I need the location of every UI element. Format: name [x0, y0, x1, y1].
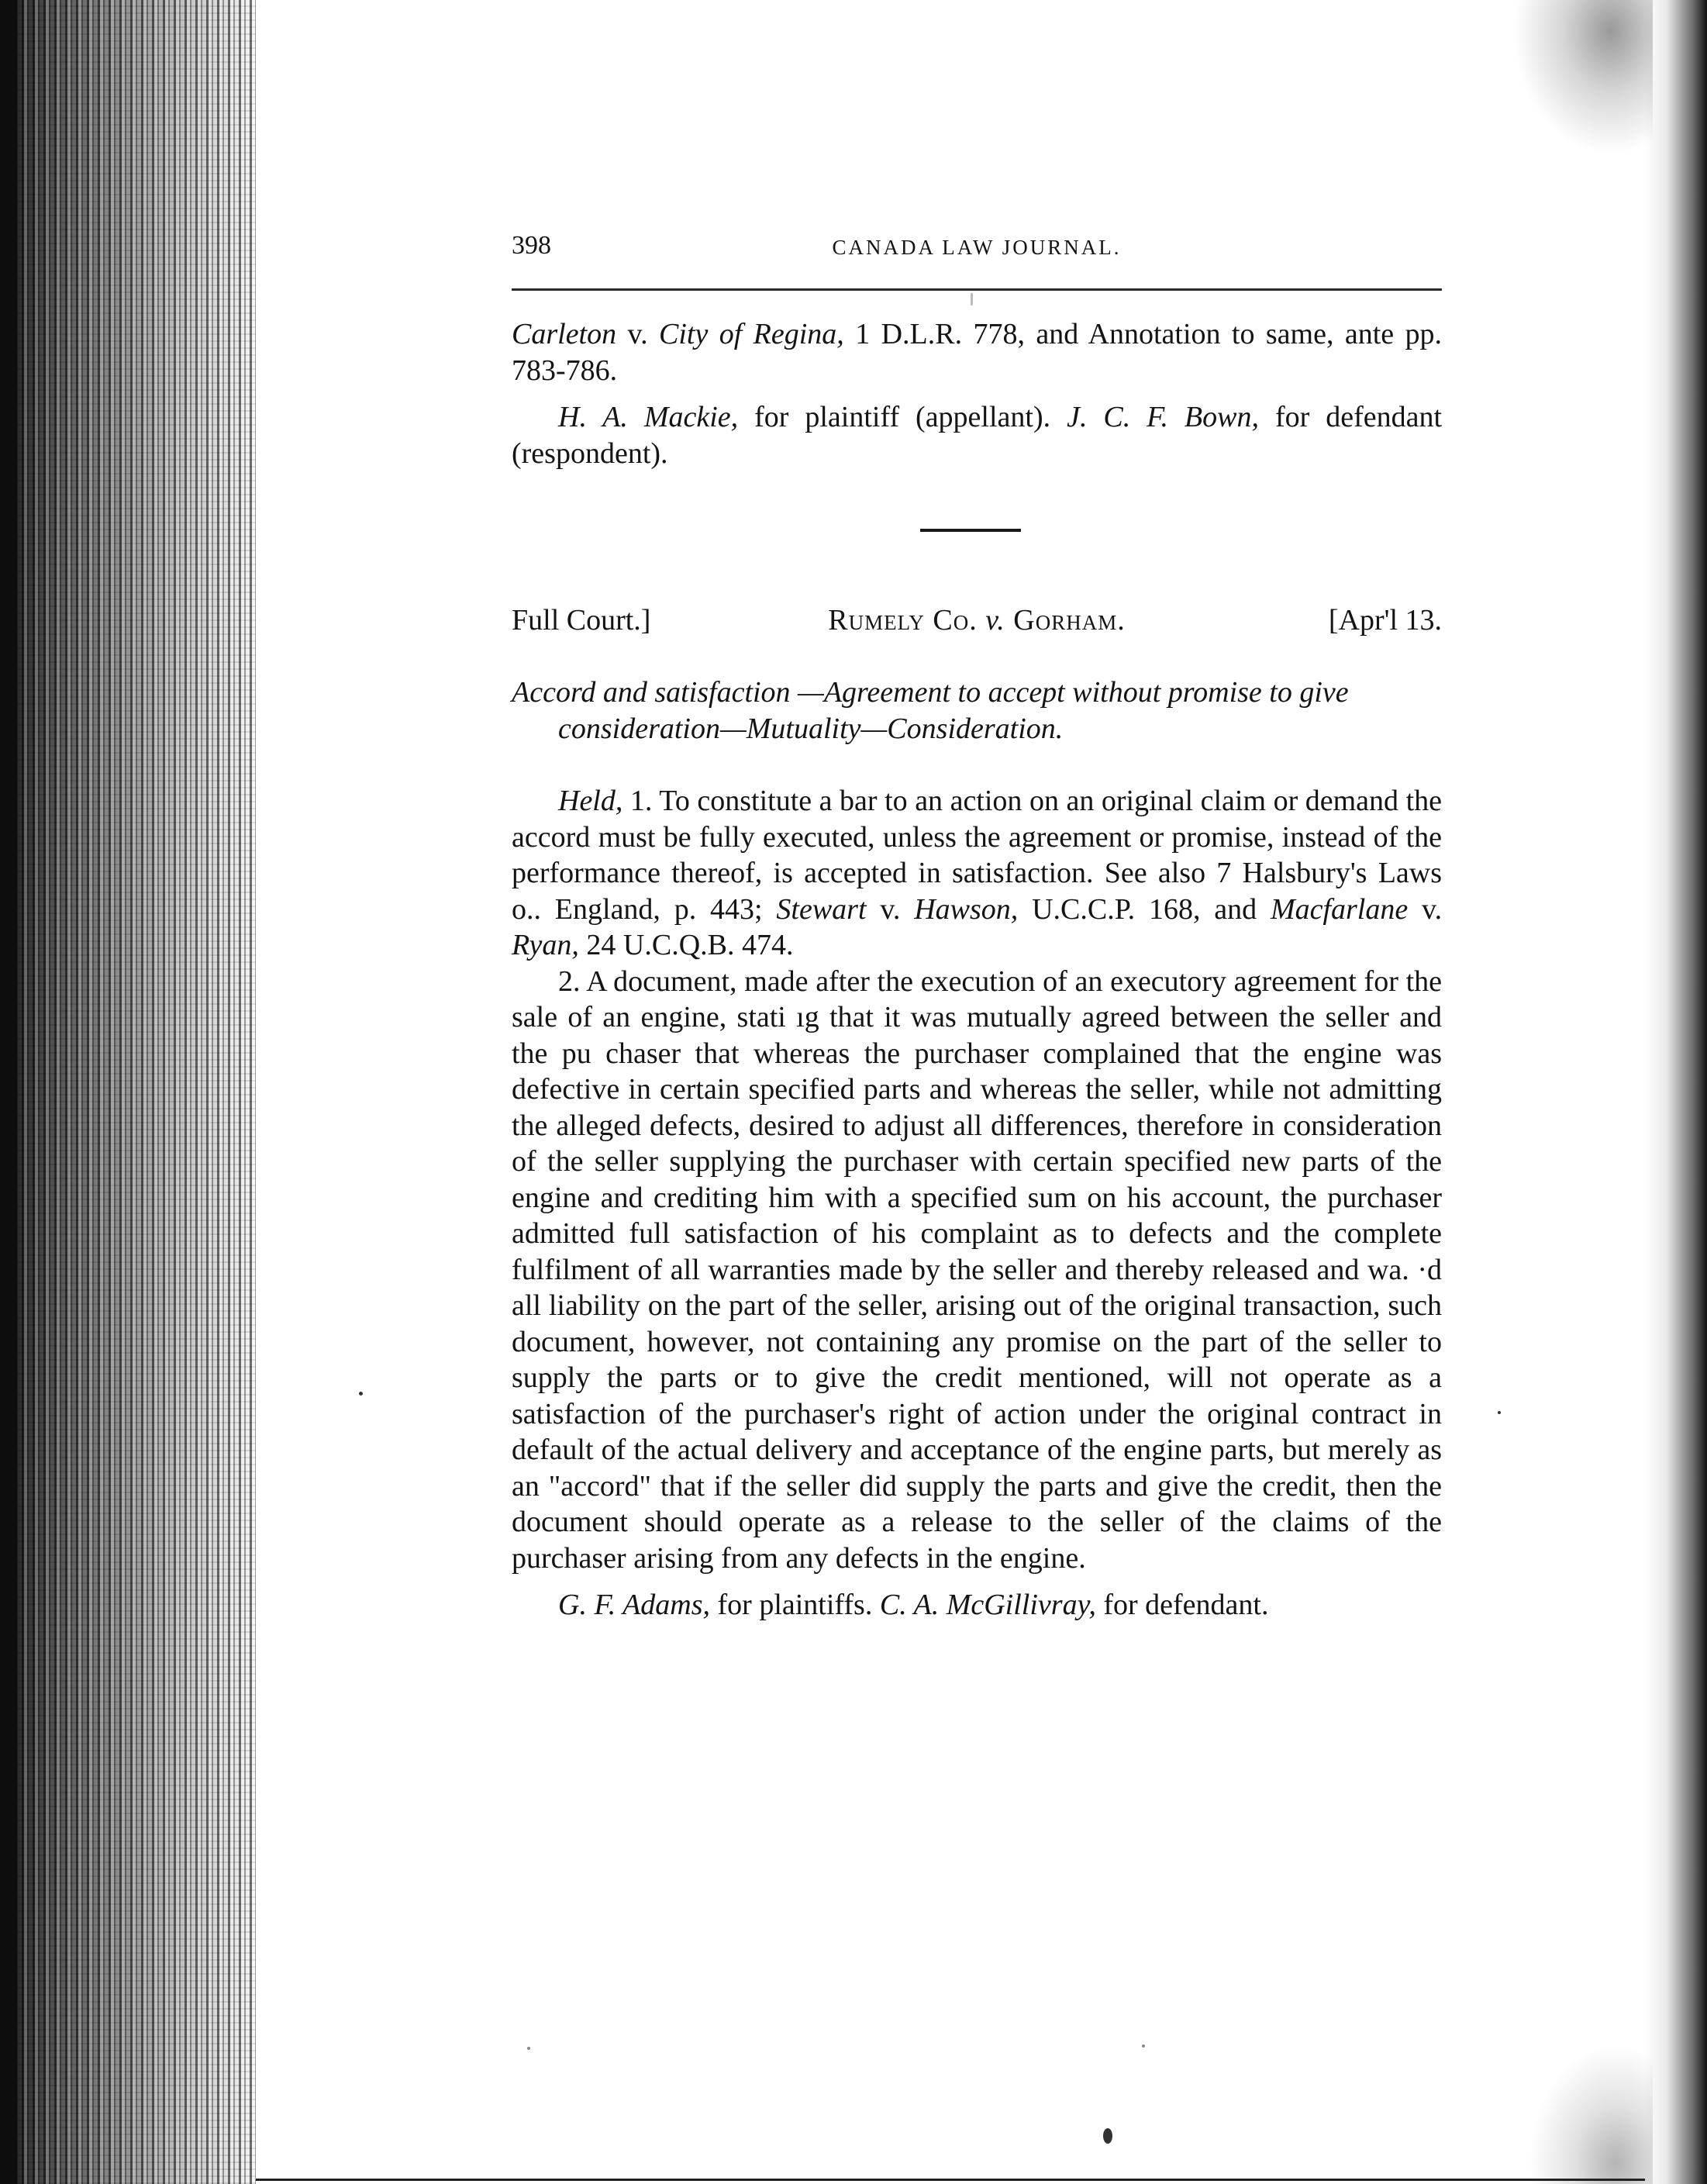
scan-smudge-bottom-right	[1529, 2044, 1653, 2184]
header-rule	[512, 288, 1442, 291]
page-right-edge-shadow	[1645, 0, 1707, 2184]
binding-left-edge	[0, 0, 17, 2184]
held-label: Held,	[558, 785, 623, 817]
previous-case-counsel: H. A. Mackie, for plaintiff (appellant). J. C. F. Bown, for defendant (respondent).	[512, 401, 1443, 470]
ink-speck	[359, 1392, 363, 1396]
case-ref: Stewart	[776, 892, 867, 926]
case-name: Rumely Co. v. Gorham.	[828, 604, 1126, 637]
counsel-name: H. A. Mackie,	[558, 401, 739, 433]
counsel-name: J. C. F. Bown,	[1067, 401, 1259, 433]
case-court: Full Court.]	[512, 604, 651, 637]
counsel-name: G. F. Adams,	[558, 1589, 711, 1621]
counsel-line: G. F. Adams, for plaintiffs. C. A. McGillivray, for defendant.	[558, 1589, 1269, 1621]
ink-speck	[1103, 2128, 1112, 2144]
held-paragraph-2: 2. A document, made after the execution of an executory agreement for the sale of an engine, stati ıg that it was mutually agreed between the seller and the pu chaser that whereas the purchaser complained that the engine was defective in certain specified parts and whereas the seller, while not admitting the alleged defects, desired to adjust all differences, therefore in consideration of the seller supplying the purchaser with certain specified new parts of the engine and crediting him with a specified sum on his account, the purchaser admitted full satisfaction of his complaint as to defects and the complete fulfilment of all warranties made by the seller and thereby released and wa. ·d all liability on the part of the seller, arising out of the original transaction, such document, however, not containing any promise on the part of the seller to supply the parts or to give the credit mentioned, will not operate as a satisfaction of the purchaser's right of action under the original contract in default of the actual delivery and acceptance of the engine parts, but merely as an "accord" that if the seller did supply the parts and give the credit, then the document should operate as a release to the seller of the claims of the purchaser arising from any defects in the engine.	[512, 964, 1442, 1575]
previous-case-block	[512, 316, 1442, 471]
case-ref: Ryan,	[512, 929, 579, 961]
ink-speck	[527, 2047, 530, 2050]
case-ref: Macfarlane	[1270, 892, 1409, 926]
book-binding-shadow	[0, 0, 256, 2184]
ink-speck	[1142, 2044, 1145, 2048]
previous-case-citation: Carleton v. City of Regina, 1 D.L.R. 778, and Annotation to same, ante pp. 783-786.	[512, 318, 1443, 387]
page-header	[512, 231, 1442, 270]
headnote	[512, 675, 1442, 747]
citation-case-name: Carleton	[512, 318, 617, 350]
scan-smudge-top-right	[1513, 0, 1653, 155]
case-caption	[512, 603, 1442, 642]
page-bottom-edge	[256, 2179, 1645, 2181]
case-date: [Apr'l 13.	[1328, 604, 1442, 637]
headnote-text: Accord and satisfaction —Agreement to accept without promise to give consideration—Mutuality—Consideration.	[512, 676, 1349, 745]
section-divider	[920, 529, 1021, 532]
running-head: CANADA LAW JOURNAL.	[832, 236, 1122, 259]
held-paragraph-1: Held, 1. To constitute a bar to an action on an original claim or demand the accord must be fully executed, unless the agreement or promise, instead of the performance thereof, is accepted in satisfaction. See also 7 Halsbury's Laws o.. England, p. 443; Stewart v. Hawson, U.C.C.P. 168, and Macfarlane v. Ryan, 24 U.C.Q.B. 474.	[512, 785, 1443, 961]
ink-speck	[1498, 1411, 1501, 1414]
citation-case-name: City of Regina,	[658, 318, 844, 350]
held-block	[512, 783, 1442, 1623]
page-number: 398	[512, 231, 551, 260]
ink-speck	[971, 293, 973, 305]
counsel-name: C. A. McGillivray,	[879, 1589, 1096, 1621]
case-ref: Hawson,	[914, 892, 1019, 926]
